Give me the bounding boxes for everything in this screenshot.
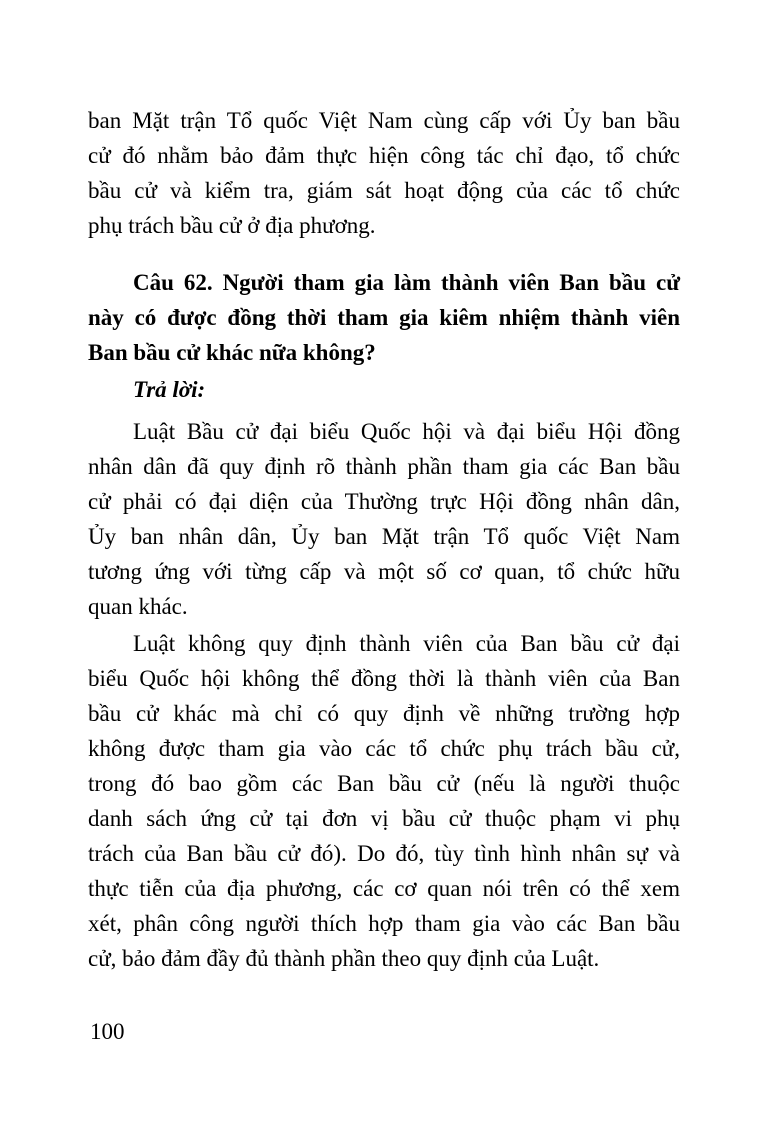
text-line: cử đó nhằm bảo đảm thực hiện công tác chỉ đạo, tổ chức <box>88 143 680 168</box>
text-line: trong đó bao gồm các Ban bầu cử (nếu là người thuộc <box>88 771 680 796</box>
text-line: quan khác. <box>88 594 188 619</box>
text-line: xét, phân công người thích hợp tham gia vào các Ban bầu <box>88 911 680 936</box>
text-line: Ủy ban nhân dân, Ủy ban Mặt trận Tổ quốc Việt Nam <box>88 524 680 549</box>
text-line: này có được đồng thời tham gia kiêm nhiệm thành viên <box>88 305 680 330</box>
answer-label: Trả lời: <box>133 377 206 402</box>
text-line: tương ứng với từng cấp và một số cơ quan, tổ chức hữu <box>88 559 680 584</box>
text-line: ban Mặt trận Tổ quốc Việt Nam cùng cấp với Ủy ban bầu <box>88 108 680 133</box>
text-line: không được tham gia vào các tổ chức phụ trách bầu cử, <box>88 736 680 761</box>
page-number: 100 <box>90 1019 125 1044</box>
text-line: bầu cử khác mà chỉ có quy định về những trường hợp <box>88 701 680 726</box>
text-line: Ban bầu cử khác nữa không? <box>88 340 376 365</box>
text-line: bầu cử và kiểm tra, giám sát hoạt động của các tổ chức <box>88 178 680 203</box>
text-line: cử, bảo đảm đầy đủ thành phần theo quy định của Luật. <box>88 946 600 971</box>
question-heading <box>88 265 680 370</box>
answer-paragraph-2 <box>88 626 680 976</box>
text-line: Câu 62. Người tham gia làm thành viên Ban bầu cử <box>133 270 680 295</box>
text-line: danh sách ứng cử tại đơn vị bầu cử thuộc phạm vi phụ <box>88 806 680 831</box>
answer-paragraph-1 <box>88 414 680 624</box>
text-line: trách của Ban bầu cử đó). Do đó, tùy tình hình nhân sự và <box>88 841 680 866</box>
text-line: cử phải có đại diện của Thường trực Hội đồng nhân dân, <box>88 489 680 514</box>
text-line: nhân dân đã quy định rõ thành phần tham gia các Ban bầu <box>88 454 680 479</box>
text-line: biểu Quốc hội không thể đồng thời là thành viên của Ban <box>88 666 680 691</box>
text-line: Luật không quy định thành viên của Ban bầu cử đại <box>133 631 680 656</box>
continuation-paragraph <box>88 103 680 243</box>
text-line: Luật Bầu cử đại biểu Quốc hội và đại biểu Hội đồng <box>133 419 680 444</box>
text-line: phụ trách bầu cử ở địa phương. <box>88 213 376 238</box>
text-line: thực tiễn của địa phương, các cơ quan nói trên có thể xem <box>88 876 680 901</box>
text-block <box>88 103 680 976</box>
